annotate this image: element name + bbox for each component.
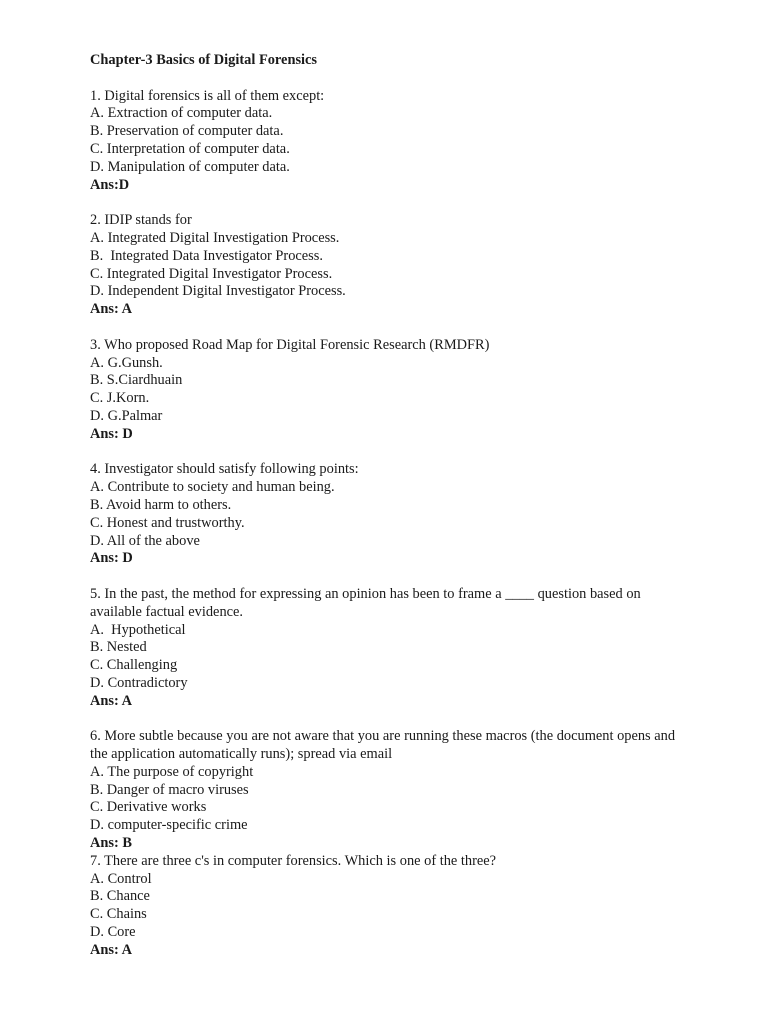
question-block xyxy=(90,88,690,195)
option-b: B. S.Ciardhuain xyxy=(90,372,183,389)
question-stem: 2. IDIP stands for xyxy=(90,212,192,229)
option-c: C. J.Korn. xyxy=(90,390,150,407)
option-c: C. Interpretation of computer data. xyxy=(90,140,290,157)
option-d: D. G.Palmar xyxy=(90,407,163,424)
option-c: C. Integrated Digital Investigator Process. xyxy=(90,265,333,282)
answer-label: Ans: D xyxy=(90,550,133,567)
answer-label: Ans: A xyxy=(90,941,132,958)
question-block xyxy=(90,728,690,853)
option-d: D. Independent Digital Investigator Process. xyxy=(90,283,346,300)
option-c: C. Derivative works xyxy=(90,799,207,816)
question-block xyxy=(90,212,690,319)
option-b: B. Preservation of computer data. xyxy=(90,123,284,140)
option-c: C. Chains xyxy=(90,906,147,923)
document-title: Chapter-3 Basics of Digital Forensics xyxy=(90,52,318,68)
question-block xyxy=(90,853,690,960)
option-b: B. Integrated Data Investigator Process. xyxy=(90,247,323,264)
answer-label: Ans: B xyxy=(90,835,132,852)
option-d: D. Contradictory xyxy=(90,674,188,691)
question-stem: 6. More subtle because you are not aware that you are running these macros (the document opens and the application automatically runs); spread via email xyxy=(90,728,679,763)
option-c: C. Honest and trustworthy. xyxy=(90,514,245,531)
question-stem: 7. There are three c's in computer forensics. Which is one of the three? xyxy=(90,852,497,869)
option-d: D. Manipulation of computer data. xyxy=(90,158,290,175)
option-b: B. Chance xyxy=(90,888,150,905)
option-a: A. G.Gunsh. xyxy=(90,354,163,371)
option-a: A. Control xyxy=(90,870,152,887)
option-a: A. Contribute to society and human being. xyxy=(90,479,335,496)
option-c: C. Challenging xyxy=(90,657,178,674)
question-stem: 3. Who proposed Road Map for Digital Forensic Research (RMDFR) xyxy=(90,336,490,353)
option-b: B. Avoid harm to others. xyxy=(90,496,232,513)
answer-label: Ans:D xyxy=(90,176,130,193)
answer-label: Ans: D xyxy=(90,425,133,442)
question-stem: 5. In the past, the method for expressing an opinion has been to frame a ____ question based on available factual evidence. xyxy=(90,585,645,620)
option-d: D. Core xyxy=(90,924,136,941)
question-block xyxy=(90,337,690,444)
option-b: B. Nested xyxy=(90,639,147,656)
answer-label: Ans: A xyxy=(90,692,132,709)
answer-label: Ans: A xyxy=(90,301,132,318)
option-d: D. All of the above xyxy=(90,532,200,549)
option-a: A. Integrated Digital Investigation Process. xyxy=(90,229,340,246)
question-block xyxy=(90,586,690,711)
question-stem: 4. Investigator should satisfy following points: xyxy=(90,461,359,478)
question-stem: 1. Digital forensics is all of them except: xyxy=(90,87,325,104)
option-a: A. Hypothetical xyxy=(90,621,186,638)
option-b: B. Danger of macro viruses xyxy=(90,781,249,798)
option-a: A. Extraction of computer data. xyxy=(90,105,273,122)
document-body xyxy=(90,52,690,977)
question-block xyxy=(90,461,690,568)
option-d: D. computer-specific crime xyxy=(90,817,248,834)
option-a: A. The purpose of copyright xyxy=(90,763,254,780)
